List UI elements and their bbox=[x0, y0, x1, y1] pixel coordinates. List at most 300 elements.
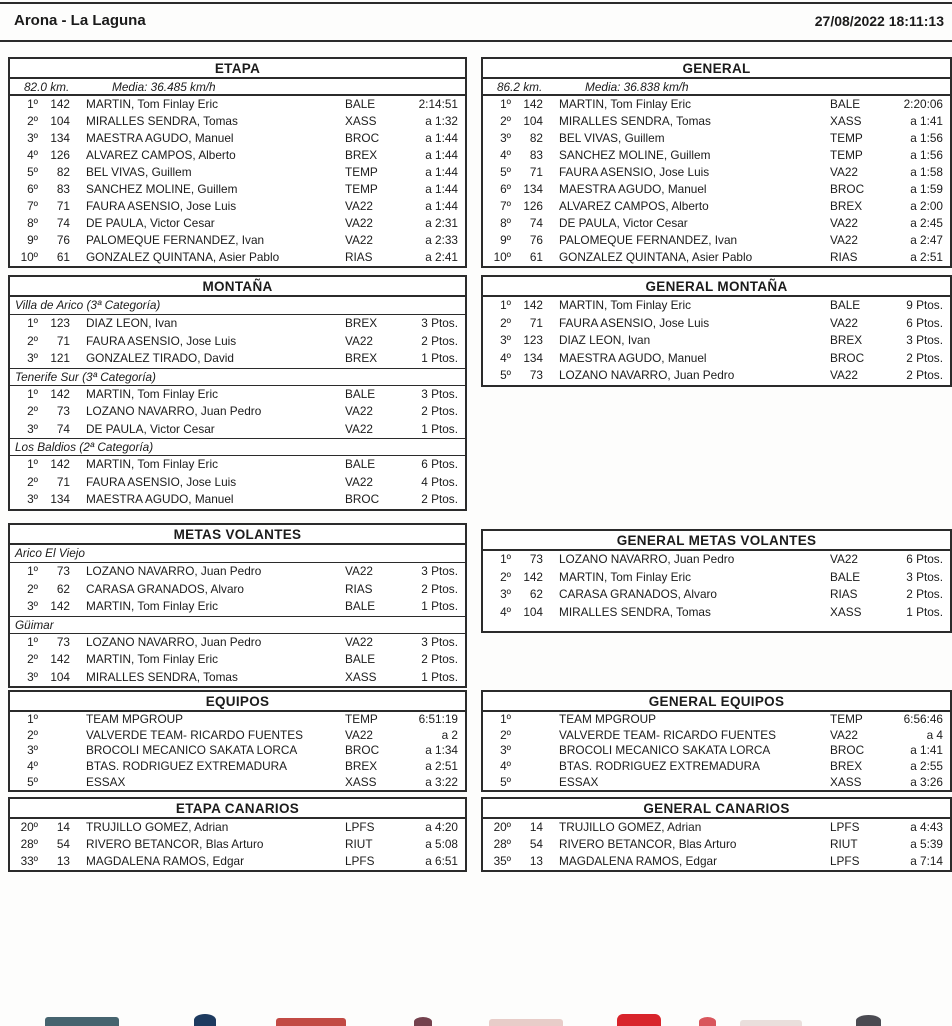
cell-rider-name: CARASA GRANADOS, Alvaro bbox=[86, 581, 244, 596]
cell-result: 6 Ptos. bbox=[421, 457, 458, 471]
cell-position: 1º bbox=[500, 298, 511, 312]
cell-team-code: VA22 bbox=[345, 404, 373, 418]
table-title: GENERAL bbox=[483, 59, 950, 79]
result-row bbox=[10, 853, 465, 870]
cell-position: 10º bbox=[20, 250, 38, 264]
cell-team-code: LPFS bbox=[830, 854, 860, 868]
cell-position: 4º bbox=[27, 148, 38, 162]
result-row bbox=[10, 386, 465, 404]
sponsor-logo-fragment-7-icon bbox=[699, 1017, 716, 1026]
cell-rider-name: TRUJILLO GOMEZ, Adrian bbox=[86, 820, 229, 834]
cell-result: a 1:34 bbox=[425, 743, 458, 758]
table-title: GENERAL CANARIOS bbox=[483, 799, 950, 819]
cell-dorsal: 142 bbox=[523, 298, 543, 312]
result-row bbox=[10, 350, 465, 368]
cell-position: 3º bbox=[27, 743, 38, 758]
result-row bbox=[483, 215, 950, 232]
sponsor-logo-fragment-1-icon bbox=[45, 1017, 119, 1026]
cell-dorsal: 142 bbox=[523, 569, 543, 584]
cell-result: 9 Ptos. bbox=[906, 298, 943, 312]
stage-distance: 82.0 km. bbox=[24, 80, 70, 94]
result-row bbox=[10, 198, 465, 215]
cell-team-code: BALE bbox=[345, 599, 376, 613]
cell-dorsal bbox=[38, 759, 70, 775]
cell-result: a 1:44 bbox=[425, 182, 458, 196]
cell-result: a 5:08 bbox=[425, 837, 458, 851]
table-equipos bbox=[8, 690, 467, 792]
cell-dorsal: 104 bbox=[50, 669, 70, 684]
cell-result: a 1:41 bbox=[910, 114, 943, 128]
result-row bbox=[10, 728, 465, 744]
cell-rider-name: TEAM MPGROUP bbox=[559, 712, 657, 726]
cell-position: 2º bbox=[500, 569, 511, 584]
cell-position: 2º bbox=[27, 581, 38, 596]
cell-rider-name: MARTIN, Tom Finlay Eric bbox=[86, 652, 218, 666]
cell-dorsal bbox=[511, 775, 543, 791]
cell-result: 2 Ptos. bbox=[906, 587, 943, 601]
cell-position: 2º bbox=[27, 404, 38, 418]
cell-position: 1º bbox=[27, 712, 38, 726]
cell-rider-name: PALOMEQUE FERNANDEZ, Ivan bbox=[86, 233, 265, 247]
cell-result: 3 Ptos. bbox=[421, 316, 458, 330]
cell-result: a 1:59 bbox=[910, 182, 943, 196]
cell-dorsal: 104 bbox=[523, 604, 543, 619]
cell-position: 28º bbox=[493, 837, 511, 851]
table-general-montana bbox=[481, 275, 952, 387]
cell-result: 2:20:06 bbox=[903, 97, 943, 111]
table-title: GENERAL EQUIPOS bbox=[483, 692, 950, 712]
cell-result: 1 Ptos. bbox=[421, 669, 458, 684]
result-row bbox=[10, 563, 465, 581]
cell-position: 1º bbox=[500, 552, 511, 566]
cell-result: a 2:51 bbox=[425, 759, 458, 774]
result-row bbox=[10, 819, 465, 836]
result-row bbox=[10, 164, 465, 181]
cell-dorsal: 73 bbox=[529, 552, 543, 566]
cell-dorsal: 123 bbox=[523, 333, 543, 347]
cell-result: a 1:56 bbox=[910, 131, 943, 145]
table-montana bbox=[8, 275, 467, 511]
cell-result: 1 Ptos. bbox=[421, 421, 458, 436]
cell-rider-name: MARTIN, Tom Finlay Eric bbox=[559, 569, 691, 584]
cell-dorsal: 13 bbox=[56, 854, 70, 868]
cell-result: a 3:26 bbox=[910, 774, 943, 789]
result-row bbox=[10, 712, 465, 728]
result-row bbox=[483, 315, 950, 333]
cell-dorsal bbox=[38, 728, 70, 744]
cell-position: 10º bbox=[493, 250, 511, 264]
result-row bbox=[483, 569, 950, 587]
cell-position: 33º bbox=[20, 854, 38, 868]
result-row bbox=[483, 775, 950, 791]
cell-result: a 2:45 bbox=[910, 216, 943, 230]
top-rule bbox=[0, 2, 952, 4]
result-row bbox=[10, 96, 465, 113]
cell-team-code: TEMP bbox=[345, 712, 378, 726]
cell-result: a 2:51 bbox=[910, 250, 943, 264]
cell-dorsal: 142 bbox=[50, 599, 70, 613]
sponsor-logo-fragment-2-icon bbox=[194, 1014, 216, 1026]
cell-position: 3º bbox=[27, 669, 38, 684]
cell-result: a 2:55 bbox=[910, 759, 943, 774]
cell-rider-name: VALVERDE TEAM- RICARDO FUENTES bbox=[559, 727, 776, 742]
cell-result: 6 Ptos. bbox=[906, 315, 943, 330]
section-header: Tenerife Sur (3ª Categoría) bbox=[10, 368, 465, 386]
cell-team-code: VA22 bbox=[345, 634, 373, 649]
cell-team-code: RIUT bbox=[830, 837, 858, 851]
cell-dorsal: 83 bbox=[56, 182, 70, 196]
cell-rider-name: LOZANO NAVARRO, Juan Pedro bbox=[86, 404, 262, 418]
cell-result: a 1:41 bbox=[910, 743, 943, 758]
cell-result: a 2:41 bbox=[425, 250, 458, 264]
result-row bbox=[10, 315, 465, 333]
cell-team-code: LPFS bbox=[345, 820, 375, 834]
cell-dorsal: 62 bbox=[56, 581, 70, 596]
footer-logos bbox=[0, 1007, 952, 1023]
result-row bbox=[483, 96, 950, 113]
cell-dorsal: 134 bbox=[50, 131, 70, 145]
result-row bbox=[10, 634, 465, 652]
sponsor-logo-fragment-4-icon bbox=[414, 1017, 432, 1026]
cell-dorsal: 76 bbox=[56, 233, 70, 247]
cell-dorsal: 126 bbox=[523, 199, 543, 213]
cell-rider-name: BROCOLI MECANICO SAKATA LORCA bbox=[559, 743, 771, 758]
cell-result: a 2:00 bbox=[910, 199, 943, 213]
result-row bbox=[10, 456, 465, 474]
result-row bbox=[483, 350, 950, 368]
cell-team-code: BROC bbox=[830, 743, 865, 758]
cell-team-code: VA22 bbox=[830, 216, 858, 230]
cell-dorsal: 73 bbox=[56, 564, 70, 578]
cell-team-code: VA22 bbox=[345, 474, 373, 489]
cell-position: 9º bbox=[27, 233, 38, 247]
cell-result: 4 Ptos. bbox=[421, 474, 458, 489]
cell-position: 2º bbox=[500, 315, 511, 330]
cell-result: 2 Ptos. bbox=[421, 581, 458, 596]
cell-position: 3º bbox=[27, 131, 38, 145]
cell-result: a 4 bbox=[926, 727, 943, 742]
cell-rider-name: MARTIN, Tom Finlay Eric bbox=[86, 386, 218, 401]
cell-team-code: BROC bbox=[345, 492, 380, 506]
section-header: Villa de Arico (3ª Categoría) bbox=[10, 297, 465, 315]
result-row bbox=[10, 421, 465, 439]
result-row bbox=[10, 403, 465, 421]
result-row bbox=[10, 669, 465, 687]
table-metas-volantes bbox=[8, 523, 467, 688]
cell-position: 1º bbox=[27, 634, 38, 649]
cell-team-code: TEMP bbox=[830, 148, 863, 162]
cell-team-code: BREX bbox=[830, 199, 863, 213]
cell-position: 4º bbox=[500, 350, 511, 365]
cell-dorsal: 61 bbox=[529, 250, 543, 264]
section-header: Güimar bbox=[10, 616, 465, 634]
cell-result: 2 Ptos. bbox=[421, 333, 458, 348]
cell-position: 7º bbox=[500, 199, 511, 213]
cell-team-code: VA22 bbox=[345, 233, 373, 247]
cell-position: 9º bbox=[500, 233, 511, 247]
cell-dorsal: 74 bbox=[529, 216, 543, 230]
cell-result: 2:14:51 bbox=[418, 97, 458, 111]
cell-team-code: BREX bbox=[830, 759, 863, 774]
cell-rider-name: CARASA GRANADOS, Alvaro bbox=[559, 587, 717, 601]
cell-result: a 1:44 bbox=[425, 165, 458, 179]
cell-dorsal: 142 bbox=[50, 97, 70, 111]
result-row bbox=[483, 249, 950, 266]
cell-dorsal: 76 bbox=[529, 233, 543, 247]
section-header: Los Baldios (2ª Categoría) bbox=[10, 438, 465, 456]
result-row bbox=[483, 853, 950, 870]
cell-position: 3º bbox=[500, 587, 511, 601]
table-title: EQUIPOS bbox=[10, 692, 465, 712]
cell-team-code: BREX bbox=[345, 351, 378, 365]
cell-dorsal: 73 bbox=[56, 634, 70, 649]
cell-team-code: BROC bbox=[830, 350, 865, 365]
cell-rider-name: BTAS. RODRIGUEZ EXTREMADURA bbox=[559, 759, 761, 774]
result-row bbox=[10, 581, 465, 599]
cell-team-code: VA22 bbox=[345, 727, 373, 742]
cell-dorsal: 142 bbox=[50, 386, 70, 401]
table-general bbox=[481, 57, 952, 268]
result-row bbox=[10, 651, 465, 669]
cell-position: 6º bbox=[500, 182, 511, 196]
cell-rider-name: BEL VIVAS, Guillem bbox=[559, 131, 665, 145]
result-row bbox=[483, 728, 950, 744]
section-header: Arico El Viejo bbox=[10, 545, 465, 563]
cell-team-code: VA22 bbox=[345, 564, 373, 578]
cell-rider-name: GONZALEZ QUINTANA, Asier Pablo bbox=[86, 250, 280, 264]
cell-result: 2 Ptos. bbox=[906, 368, 943, 382]
result-row bbox=[483, 819, 950, 836]
cell-team-code: VA22 bbox=[830, 727, 858, 742]
cell-result: 1 Ptos. bbox=[421, 599, 458, 613]
cell-dorsal: 126 bbox=[50, 148, 70, 162]
cell-position: 7º bbox=[27, 199, 38, 213]
cell-position: 35º bbox=[493, 854, 511, 868]
cell-result: a 2:31 bbox=[425, 216, 458, 230]
cell-dorsal: 71 bbox=[529, 315, 543, 330]
cell-position: 2º bbox=[27, 474, 38, 489]
cell-dorsal: 134 bbox=[523, 350, 543, 365]
sponsor-logo-fragment-6-icon bbox=[617, 1014, 661, 1026]
cell-rider-name: MAGDALENA RAMOS, Edgar bbox=[559, 854, 717, 868]
cell-position: 1º bbox=[500, 97, 511, 111]
cell-rider-name: MARTIN, Tom Finlay Eric bbox=[559, 298, 691, 312]
cell-rider-name: MARTIN, Tom Finlay Eric bbox=[86, 599, 218, 613]
cell-position: 8º bbox=[27, 216, 38, 230]
cell-position: 2º bbox=[27, 652, 38, 666]
result-row bbox=[10, 598, 465, 616]
cell-rider-name: ALVAREZ CAMPOS, Alberto bbox=[559, 199, 709, 213]
result-row bbox=[483, 586, 950, 604]
cell-rider-name: ESSAX bbox=[86, 774, 126, 789]
cell-result: a 2:47 bbox=[910, 233, 943, 247]
cell-position: 5º bbox=[27, 774, 38, 789]
table-general-equipos bbox=[481, 690, 952, 792]
cell-team-code: XASS bbox=[345, 669, 377, 684]
cell-position: 3º bbox=[27, 421, 38, 436]
table-etapa bbox=[8, 57, 467, 268]
result-row bbox=[483, 759, 950, 775]
cell-result: 2 Ptos. bbox=[906, 350, 943, 365]
cell-team-code: VA22 bbox=[830, 233, 858, 247]
result-row bbox=[10, 775, 465, 791]
table-info bbox=[483, 79, 950, 96]
table-title: ETAPA bbox=[10, 59, 465, 79]
cell-rider-name: PALOMEQUE FERNANDEZ, Ivan bbox=[559, 233, 738, 247]
cell-team-code: BREX bbox=[830, 333, 863, 347]
cell-dorsal: 121 bbox=[50, 351, 70, 365]
average-speed: Media: 36.838 km/h bbox=[585, 80, 689, 94]
cell-dorsal: 71 bbox=[529, 165, 543, 179]
cell-team-code: BALE bbox=[345, 457, 376, 471]
cell-dorsal: 14 bbox=[529, 820, 543, 834]
cell-position: 20º bbox=[493, 820, 511, 834]
cell-position: 20º bbox=[20, 820, 38, 834]
cell-result: 3 Ptos. bbox=[421, 564, 458, 578]
cell-rider-name: MAESTRA AGUDO, Manuel bbox=[86, 492, 234, 506]
cell-rider-name: MIRALLES SENDRA, Tomas bbox=[559, 114, 711, 128]
cell-team-code: LPFS bbox=[830, 820, 860, 834]
cell-rider-name: MAESTRA AGUDO, Manuel bbox=[559, 182, 707, 196]
cell-position: 3º bbox=[500, 743, 511, 758]
cell-position: 2º bbox=[27, 727, 38, 742]
cell-team-code: VA22 bbox=[830, 368, 858, 382]
table-title: ETAPA CANARIOS bbox=[10, 799, 465, 819]
cell-result: 3 Ptos. bbox=[906, 569, 943, 584]
cell-dorsal: 61 bbox=[56, 250, 70, 264]
cell-result: 6:51:19 bbox=[418, 712, 458, 726]
cell-dorsal: 13 bbox=[529, 854, 543, 868]
cell-rider-name: LOZANO NAVARRO, Juan Pedro bbox=[86, 564, 262, 578]
cell-rider-name: SANCHEZ MOLINE, Guillem bbox=[559, 148, 711, 162]
result-row bbox=[483, 198, 950, 215]
cell-result: 2 Ptos. bbox=[421, 404, 458, 418]
cell-position: 1º bbox=[27, 386, 38, 401]
cell-dorsal: 54 bbox=[529, 837, 543, 851]
table-title: METAS VOLANTES bbox=[10, 525, 465, 545]
result-row bbox=[10, 181, 465, 198]
cell-dorsal: 142 bbox=[50, 457, 70, 471]
cell-result: 3 Ptos. bbox=[421, 634, 458, 649]
result-row bbox=[483, 147, 950, 164]
cell-result: 2 Ptos. bbox=[421, 492, 458, 506]
result-row bbox=[483, 164, 950, 181]
cell-position: 3º bbox=[500, 333, 511, 347]
cell-rider-name: DE PAULA, Victor Cesar bbox=[559, 216, 688, 230]
cell-team-code: TEMP bbox=[830, 131, 863, 145]
sponsor-logo-fragment-8-icon bbox=[740, 1020, 802, 1026]
cell-result: 6:56:46 bbox=[903, 712, 943, 726]
result-row bbox=[483, 743, 950, 759]
cell-dorsal: 71 bbox=[56, 199, 70, 213]
cell-team-code: VA22 bbox=[830, 165, 858, 179]
cell-rider-name: MIRALLES SENDRA, Tomas bbox=[86, 669, 238, 684]
result-row bbox=[10, 491, 465, 509]
cell-dorsal: 104 bbox=[50, 114, 70, 128]
cell-position: 4º bbox=[500, 759, 511, 774]
cell-rider-name: BEL VIVAS, Guillem bbox=[86, 165, 192, 179]
cell-team-code: XASS bbox=[345, 114, 377, 128]
result-row bbox=[483, 551, 950, 569]
cell-team-code: VA22 bbox=[345, 421, 373, 436]
cell-result: a 2:33 bbox=[425, 233, 458, 247]
result-row bbox=[10, 249, 465, 266]
cell-position: 28º bbox=[20, 837, 38, 851]
cell-dorsal: 82 bbox=[56, 165, 70, 179]
cell-team-code: VA22 bbox=[345, 216, 373, 230]
result-row bbox=[483, 367, 950, 385]
cell-dorsal: 142 bbox=[523, 97, 543, 111]
result-row bbox=[483, 297, 950, 315]
cell-dorsal: 134 bbox=[50, 492, 70, 506]
cell-team-code: RIAS bbox=[830, 250, 858, 264]
table-title: GENERAL MONTAÑA bbox=[483, 277, 950, 297]
result-row bbox=[10, 232, 465, 249]
cell-dorsal: 104 bbox=[523, 114, 543, 128]
cell-position: 5º bbox=[500, 368, 511, 382]
cell-result: 6 Ptos. bbox=[906, 552, 943, 566]
cell-rider-name: MAGDALENA RAMOS, Edgar bbox=[86, 854, 244, 868]
cell-rider-name: MARTIN, Tom Finlay Eric bbox=[86, 457, 218, 471]
table-title: GENERAL METAS VOLANTES bbox=[483, 531, 950, 551]
result-row bbox=[10, 743, 465, 759]
cell-result: a 1:56 bbox=[910, 148, 943, 162]
cell-dorsal bbox=[38, 712, 70, 728]
result-row bbox=[10, 333, 465, 351]
cell-team-code: XASS bbox=[830, 604, 862, 619]
cell-rider-name: MIRALLES SENDRA, Tomas bbox=[559, 604, 711, 619]
cell-position: 1º bbox=[500, 712, 511, 726]
cell-position: 2º bbox=[500, 114, 511, 128]
cell-dorsal bbox=[38, 743, 70, 759]
cell-team-code: VA22 bbox=[830, 552, 858, 566]
sponsor-logo-fragment-3-icon bbox=[276, 1018, 346, 1026]
cell-rider-name: MAESTRA AGUDO, Manuel bbox=[559, 350, 707, 365]
cell-dorsal: 54 bbox=[56, 837, 70, 851]
cell-team-code: BREX bbox=[345, 148, 378, 162]
cell-result: a 1:44 bbox=[425, 131, 458, 145]
cell-rider-name: BROCOLI MECANICO SAKATA LORCA bbox=[86, 743, 298, 758]
cell-position: 3º bbox=[27, 351, 38, 365]
cell-dorsal: 74 bbox=[56, 216, 70, 230]
cell-team-code: BALE bbox=[345, 97, 376, 111]
cell-team-code: BALE bbox=[830, 569, 861, 584]
cell-rider-name: LOZANO NAVARRO, Juan Pedro bbox=[559, 368, 735, 382]
cell-team-code: LPFS bbox=[345, 854, 375, 868]
cell-result: a 1:32 bbox=[425, 114, 458, 128]
cell-position: 4º bbox=[27, 759, 38, 774]
result-row bbox=[10, 759, 465, 775]
result-row bbox=[10, 130, 465, 147]
cell-rider-name: RIVERO BETANCOR, Blas Arturo bbox=[559, 837, 737, 851]
cell-position: 6º bbox=[27, 182, 38, 196]
cell-team-code: BALE bbox=[830, 97, 861, 111]
cell-position: 5º bbox=[500, 774, 511, 789]
cell-rider-name: FAURA ASENSIO, Jose Luis bbox=[559, 315, 710, 330]
cell-dorsal: 73 bbox=[529, 368, 543, 382]
cell-team-code: TEMP bbox=[830, 712, 863, 726]
cell-position: 1º bbox=[27, 97, 38, 111]
cell-team-code: XASS bbox=[830, 774, 862, 789]
stage-distance: 86.2 km. bbox=[497, 80, 543, 94]
cell-rider-name: MARTIN, Tom Finlay Eric bbox=[86, 97, 218, 111]
result-row bbox=[483, 712, 950, 728]
cell-result: a 6:51 bbox=[425, 854, 458, 868]
cell-team-code: XASS bbox=[830, 114, 862, 128]
cell-team-code: RIAS bbox=[830, 587, 858, 601]
cell-position: 3º bbox=[27, 492, 38, 506]
cell-result: a 1:44 bbox=[425, 148, 458, 162]
